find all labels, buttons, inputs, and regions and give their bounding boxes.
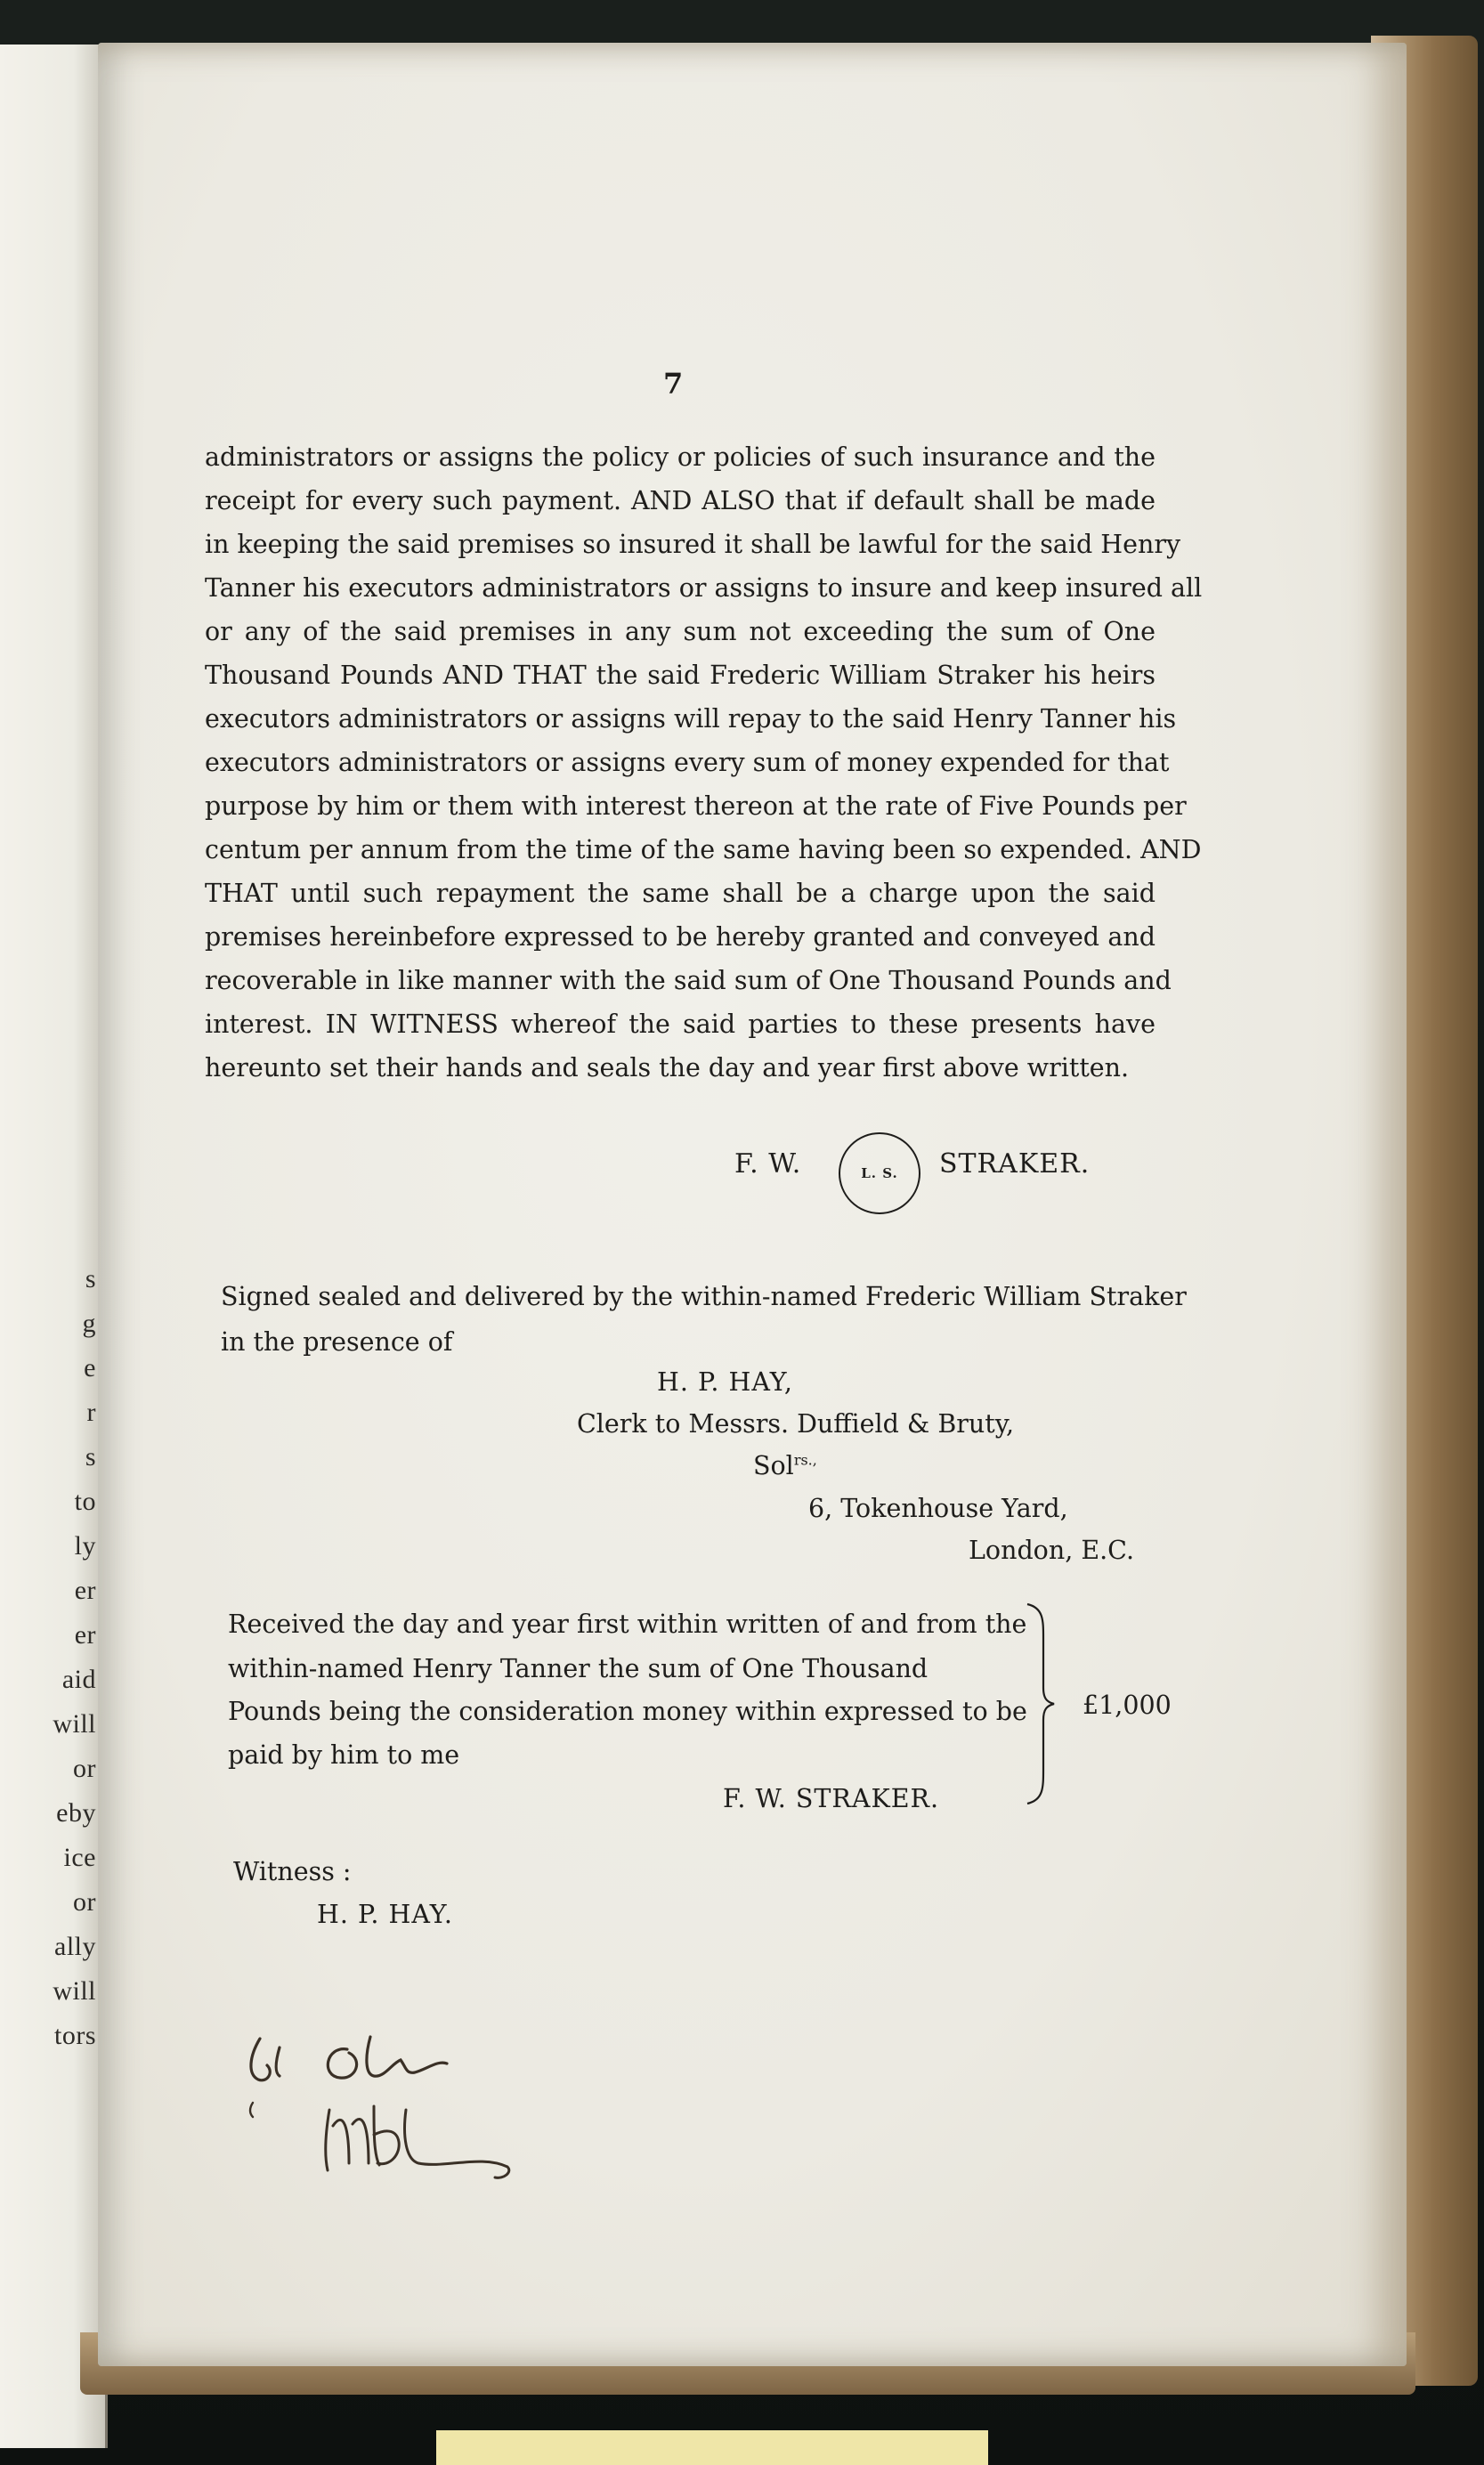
witness-name: H. P. HAY. xyxy=(317,1900,453,1929)
prev-page-fragment: r xyxy=(86,1398,96,1427)
body-line: recoverable in like manner with the said sum of One Thousand Pounds and xyxy=(205,966,1172,995)
curly-brace xyxy=(1024,1602,1059,1805)
body-line: Thousand Pounds AND THAT the said Frederic William Straker his heirs xyxy=(205,661,1156,690)
solicitors-abbrev-superscript: rs., xyxy=(793,1451,817,1469)
previous-page-edge xyxy=(0,45,108,2448)
body-line: centum per annum from the time of the same having been so expended. AND xyxy=(205,835,1202,864)
handwritten-endorsement xyxy=(240,2021,525,2190)
page-number: 7 xyxy=(663,367,684,401)
prev-page-fragment: will xyxy=(53,1709,96,1739)
prev-page-fragment: s xyxy=(85,1264,96,1293)
body-line: interest. IN WITNESS whereof the said parties to these presents have xyxy=(205,1010,1156,1039)
attestation-line: in the presence of xyxy=(221,1327,453,1357)
signatory-surname: STRAKER. xyxy=(939,1148,1091,1180)
prev-page-fragment: er xyxy=(74,1576,96,1605)
prev-page-fragment: or xyxy=(73,1887,96,1917)
prev-page-fragment: eby xyxy=(56,1798,96,1828)
solicitors-abbrev xyxy=(753,1451,817,1480)
prev-page-fragment: aid xyxy=(61,1665,96,1694)
prev-page-fragment: tors xyxy=(54,2021,96,2050)
prev-page-fragment: ly xyxy=(74,1531,96,1561)
body-line: Tanner his executors administrators or assigns to insure and keep insured all xyxy=(205,573,1203,603)
witness-address: 6, Tokenhouse Yard, xyxy=(808,1494,1068,1523)
prev-page-fragment: to xyxy=(74,1487,96,1516)
document-page xyxy=(98,43,1407,2366)
witness-name: H. P. HAY, xyxy=(657,1367,793,1397)
prev-page-fragment: s xyxy=(85,1442,96,1472)
body-line: executors administrators or assigns will repay to the said Henry Tanner his xyxy=(205,704,1177,734)
prev-page-fragment: ally xyxy=(54,1932,96,1961)
signatory-initials: F. W. xyxy=(734,1148,802,1180)
receipt-line: within-named Henry Tanner the sum of One Thousand xyxy=(228,1654,929,1683)
solicitors-abbrev-text: Sol xyxy=(753,1451,794,1480)
body-line: THAT until such repayment the same shall be a charge upon the said xyxy=(205,879,1156,908)
body-line: purpose by him or them with interest thereon at the rate of Five Pounds per xyxy=(205,791,1187,821)
witness-address: London, E.C. xyxy=(969,1536,1135,1565)
body-line: receipt for every such payment. AND ALSO that if default shall be made xyxy=(205,486,1156,515)
receipt-amount: £1,000 xyxy=(1083,1691,1172,1720)
receipt-line: paid by him to me xyxy=(228,1740,460,1770)
body-line: executors administrators or assigns every sum of money expended for that xyxy=(205,748,1170,777)
attestation-line: Signed sealed and delivered by the within-named Frederic William Straker xyxy=(221,1282,1187,1311)
prev-page-fragment: will xyxy=(53,1976,96,2006)
seal-label: L. S. xyxy=(861,1165,898,1181)
body-line: or any of the said premises in any sum not exceeding the sum of One xyxy=(205,617,1156,646)
body-line: administrators or assigns the policy or policies of such insurance and the xyxy=(205,442,1156,472)
witness-role: Clerk to Messrs. Duffield & Bruty, xyxy=(577,1409,1015,1439)
witness-label: Witness : xyxy=(233,1857,352,1886)
receipt-line: Received the day and year first within written of and from the xyxy=(228,1610,1027,1639)
body-line: premises hereinbefore expressed to be hereby granted and conveyed and xyxy=(205,922,1156,952)
prev-page-fragment: e xyxy=(84,1353,96,1383)
prev-page-fragment: ice xyxy=(63,1843,96,1872)
body-line: in keeping the said premises so insured it shall be lawful for the said Henry xyxy=(205,530,1181,559)
body-line: hereunto set their hands and seals the day and year first above written. xyxy=(205,1053,1130,1082)
prev-page-fragment: or xyxy=(73,1754,96,1783)
paper-tag xyxy=(436,2430,988,2465)
seal-circle xyxy=(839,1132,920,1214)
receipt-signature: F. W. STRAKER. xyxy=(723,1784,940,1813)
prev-page-fragment: g xyxy=(82,1309,96,1338)
receipt-line: Pounds being the consideration money within expressed to be xyxy=(228,1697,1027,1726)
prev-page-fragment: er xyxy=(74,1620,96,1650)
